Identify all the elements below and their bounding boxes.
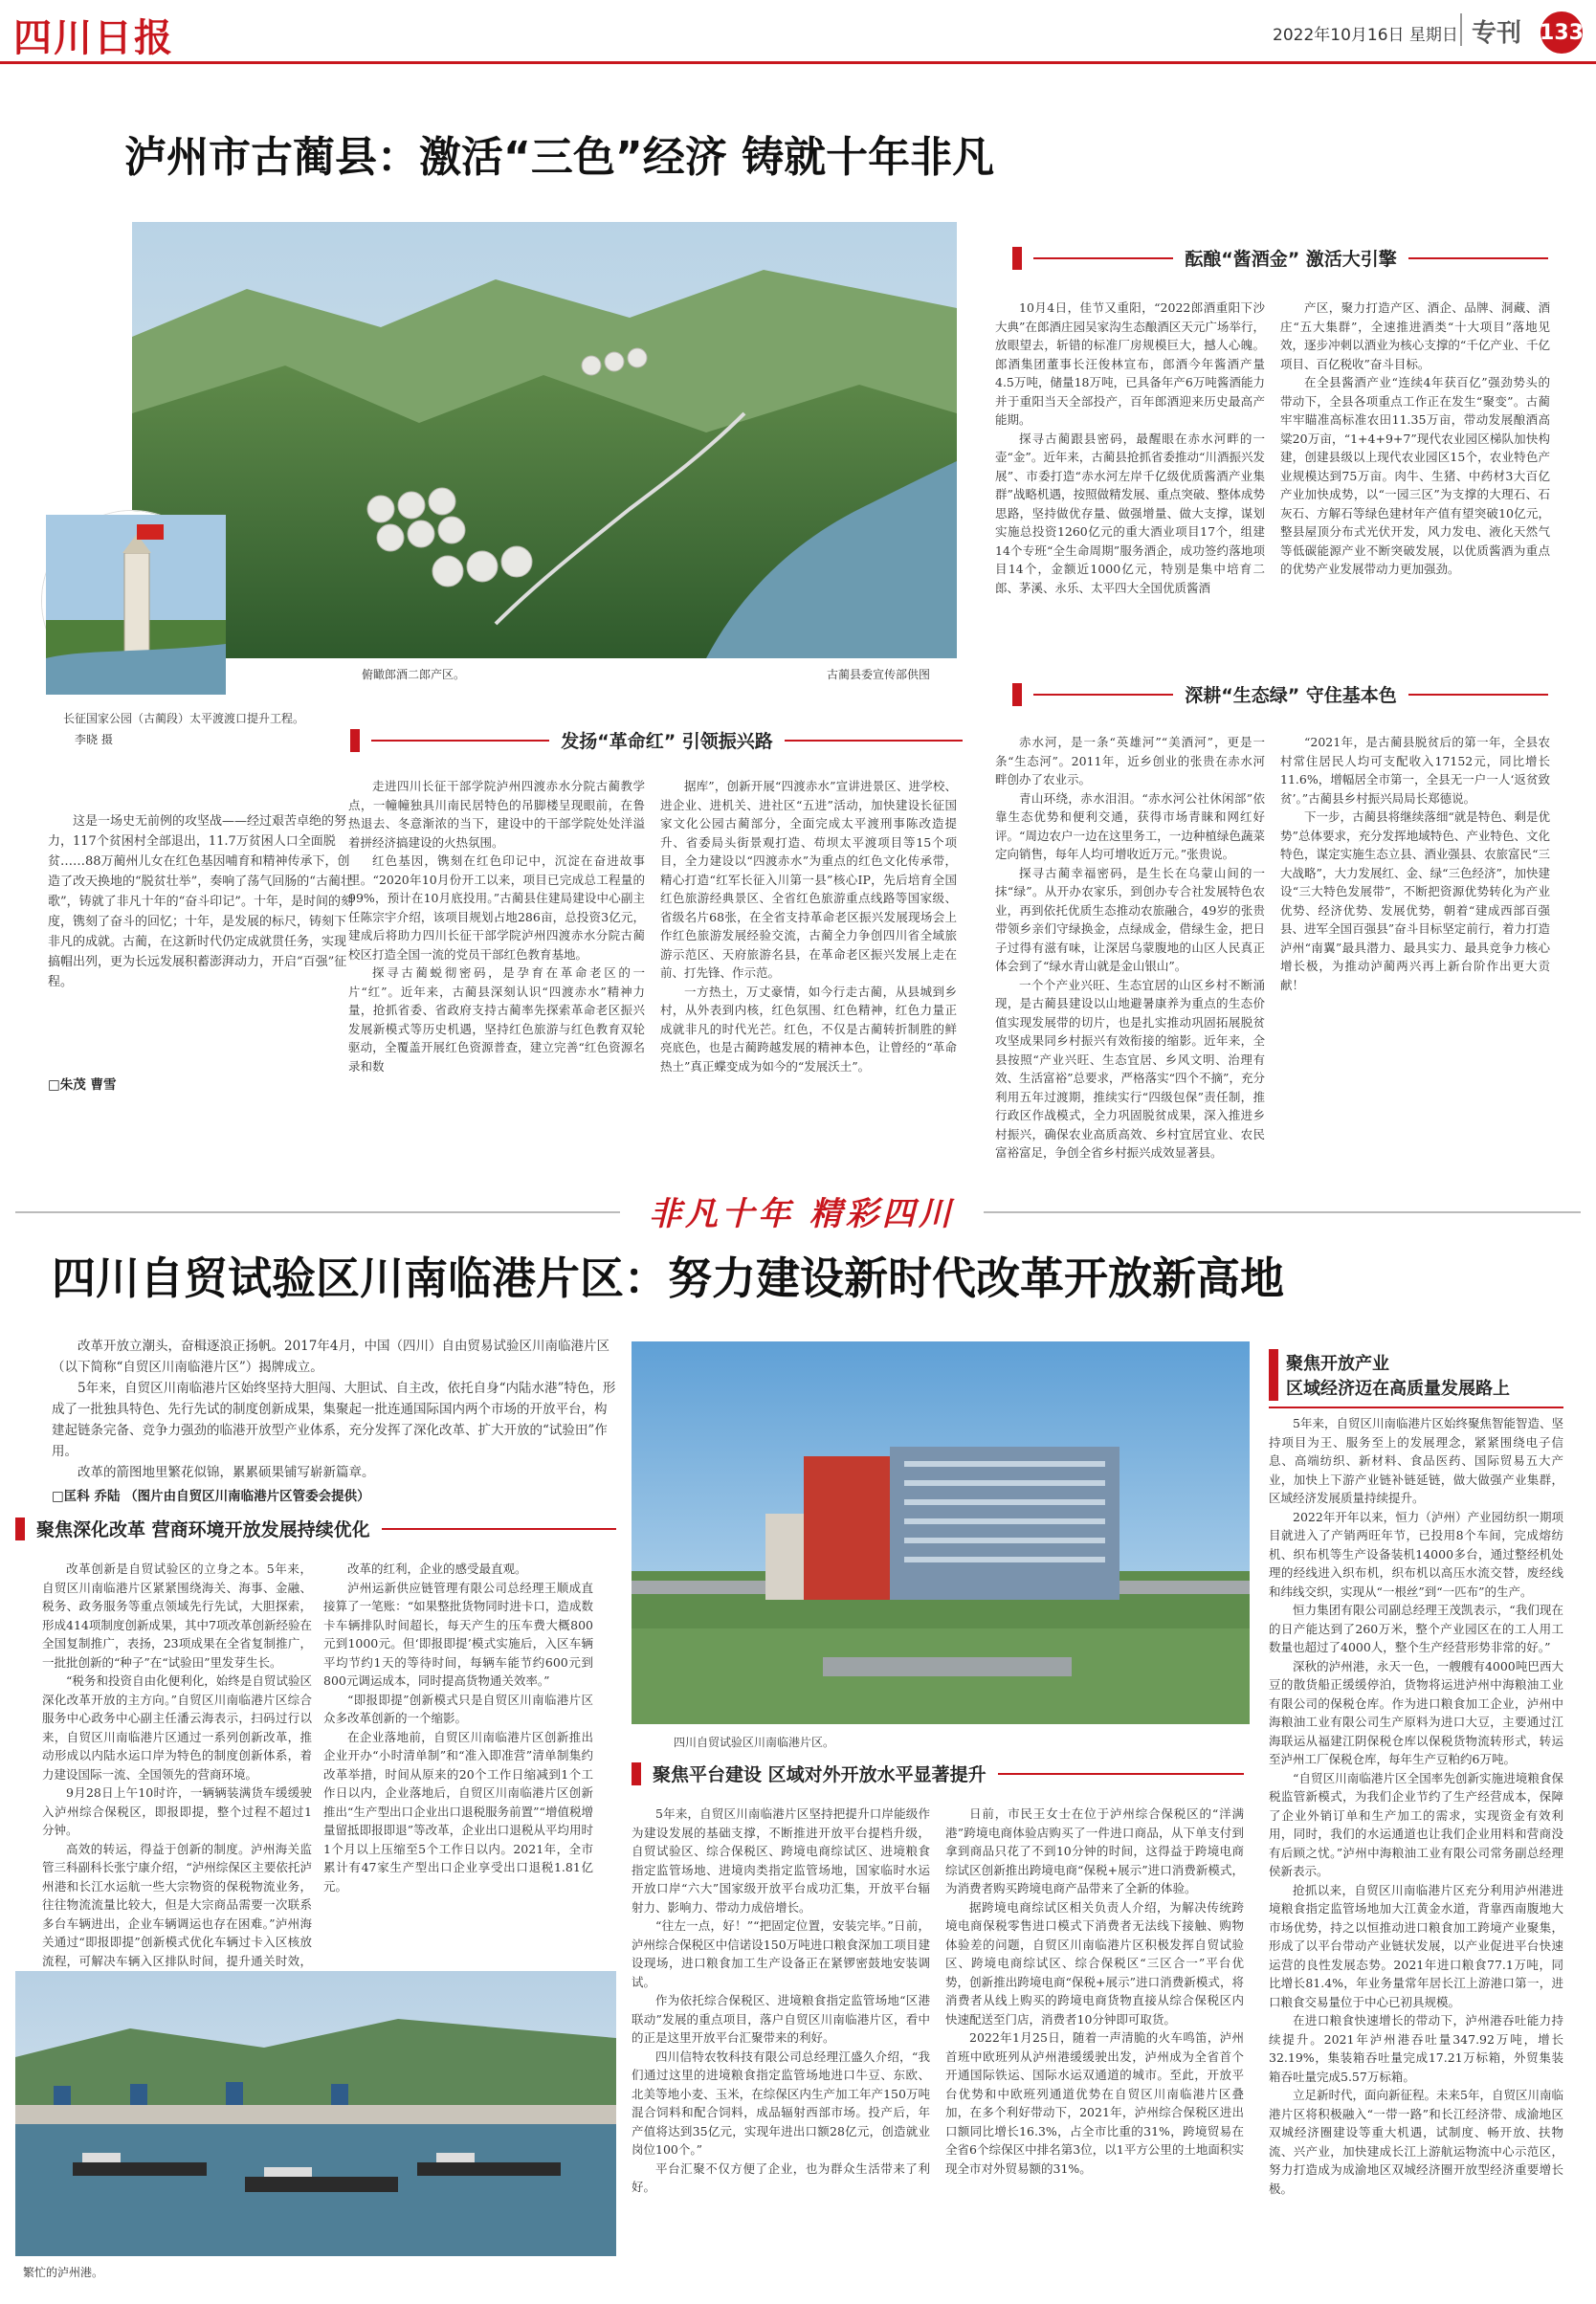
section-title-industry-line2: 区域经济迈在高质量发展路上 bbox=[1286, 1379, 1510, 1399]
section-title-red: 发扬“革命红” 引领振兴路 bbox=[561, 731, 773, 752]
paragraph: 2022年1月25日，随着一声清脆的火车鸣笛，泸州首班中欧班列从泸州港缓缓驶出发，泸州成为全省首个开通国际铁运、国际水运双通道的城市。至此，开放平台优势和中欧班列通道优势在自贸区川南临港片区叠加，在多个利好带动下，2021年，泸州综合保税区进出口额同比增长16.3%，占全市比重的31%，跨境贸易在全省6个综保区中排名第3位，以1平方公里的土地面积实现全市对外贸易额的31%。 bbox=[945, 2030, 1244, 2176]
photo-small-caption bbox=[63, 708, 312, 750]
paragraph: 在全县酱酒产业“连续4年获百亿”强劲势头的带动下，全县各项重点工作正在发生“聚变”。古蔺牢牢瞄准高标准农田11.35万亩，带动发展酿酒高粱20万亩，“1+4+9+7”现代农业园区梯队加快构建，创建县级以上现代农业园区15个，农业特色产业规模达到75万亩。肉牛、生猪、中药材3大百亿产业加快成势，以“一园三区”为支撑的大理石、石灰石、方解石等绿色建材年产值有望突破10亿元，整县屋顶分布式光伏开发，风力发电、液化天然气等低碳能源产业不断突破发展，以优质酱酒为重点的优势产业发展带动力更加强劲。 bbox=[1280, 375, 1550, 576]
section-rule-right bbox=[1408, 257, 1548, 259]
paragraph: 10月4日，佳节又重阳，“2022郎酒重阳下沙大典”在郎酒庄园吴家沟生态酿酒区天元广场举行，放眼望去，斩错的标准厂房规模巨大，撼人心魄。郎酒集团董事长汪俊林宣布，郎酒今年酱酒产量4.5万吨，储量18万吨，已具备年产6万吨酱酒能力并于重阳当天全部投产，百年郎酒迎来历史最高产能期。 bbox=[995, 300, 1265, 427]
article1-sec2-col2 bbox=[660, 777, 957, 1188]
paragraph: 深秋的泸州港，永天一色，一艘艘有4000吨巴西大豆的散货船正缓缓停泊，货物将运进泸州中海粮油工业有限公司的保税仓库。作为进口粮食加工企业，泸州中海粮油工业有限公司生产原料为进口大豆，主要通过江海联运从福建江阴保税仓库以保税货物流转形式，转运至泸州工厂保税仓库，每年生产豆粕约6万吨。 bbox=[1269, 1658, 1563, 1766]
paragraph: “2021年，是古蔺县脱贫后的第一年，全县农村常住居民人均可支配收入17152元，同比增长11.6%，增幅居全市第一，全县无一户一人‘返贫致贫’。”古蔺县乡村振兴局局长郑德说。 bbox=[1280, 735, 1550, 806]
section-rule bbox=[382, 1528, 616, 1530]
paragraph: 平台汇聚不仅方便了企业，也为群众生活带来了利好。 bbox=[632, 2160, 930, 2194]
photo-luzhou-port bbox=[15, 1971, 616, 2256]
paragraph: 产区，聚力打造产区、酒企、品牌、洞藏、酒庄“五大集群”，全速推进酒类“十大项目”落地见效，逐步冲刺以酒业为核心支撑的“千亿产业、千亿项目、百亿税收”奋斗目标。 bbox=[1280, 300, 1550, 371]
paragraph: “自贸区川南临港片区全国率先创新实施进境粮食保税监管新模式，为我们企业节约了生产经营成本，保障了企业外销订单和生产加工的需求，实现资金有效利用，同时，我们的水运通道也让我们企业用料和营商没有后顾之忧。”泸州中海粮油工业有限公司常务副总经理侯新表示。 bbox=[1269, 1770, 1563, 1878]
article2-intro bbox=[52, 1336, 616, 1483]
article2-sec2-col2 bbox=[945, 1805, 1244, 2293]
paragraph: 改革开放立潮头，奋楫逐浪正扬帆。2017年4月，中国（四川）自由贸易试验区川南临港片区（以下简称“自贸区川南临港片区”）揭牌成立。 bbox=[52, 1339, 610, 1375]
photo-ftz-caption: 四川自贸试验区川南临港片区。 bbox=[674, 1736, 835, 1749]
paragraph: 改革的红利，企业的感受最直观。 bbox=[347, 1562, 527, 1576]
paragraph: “即报即提”创新模式只是自贸区川南临港片区众多改革创新的一个缩影。 bbox=[323, 1692, 593, 1725]
paragraph: 改革的箭图地里繁花似锦，累累硕果铺写崭新篇章。 bbox=[78, 1465, 375, 1480]
photo-main-credit: 古蔺县委宣传部供图 bbox=[827, 668, 931, 681]
banner bbox=[620, 1183, 984, 1238]
paragraph: 5年来，自贸区川南临港片区始终聚焦智能智造、坚持项目为王、服务至上的发展理念，紧紧围绕电子信息、高端纺织、新材料、食品医药、国际贸易五大产业，加快上下游产业链补链延链，做大做强产业集群，区域经济发展质量持续提升。 bbox=[1269, 1416, 1563, 1505]
paragraph: 走进四川长征干部学院泸州四渡赤水分院古蔺教学点，一幢幢独具川南民居特色的吊脚楼呈现眼前，在鲁热退去、冬意渐浓的当下，建设中的干部学院处处洋溢着拼经济搞建设的火热氛围。 bbox=[348, 779, 645, 850]
article2-sec1-col2 bbox=[323, 1560, 593, 1952]
section-header-red bbox=[350, 727, 963, 753]
dateline: 2022年10月16日 星期日 bbox=[1273, 26, 1458, 45]
photo-small-credit: 李晓 摄 bbox=[75, 733, 113, 746]
paragraph: 探寻古蔺蜕彻密码，是孕育在革命老区的一片“红”。近年来，古蔺县深刻认识“四渡赤水”精神力量，抢抓省委、省政府支持古蔺率先探索革命老区振兴发展新模式等历史机遇，坚持红色旅游与红色教育双轮驱动，全覆盖开展红色资源普查，建立完善“红色资源名录和数 bbox=[348, 965, 645, 1074]
section-marker bbox=[632, 1762, 641, 1785]
section-marker bbox=[1012, 683, 1022, 706]
section-rule bbox=[1269, 1407, 1563, 1408]
paragraph: 一方热土，万丈豪情，如今行走古蔺，从县城到乡村，从外表到内核，红色氛围、红色精神，红色力量正成就非凡的时代光芒。红色，不仅是古蔺转折制胜的鲜亮底色，也是古蔺跨越发展的精神本色，让曾经的“革命热土”真正蝶变成为如今的“发展沃土”。 bbox=[660, 984, 957, 1074]
section-header-platform bbox=[632, 1761, 1244, 1786]
paragraph: 恒力集团有限公司副总经理王茂凯表示，“我们现在的日产能达到了260万米，整个产业园区在的工人用工数量也超过了4000人，整个生产经营形势非常的好。” bbox=[1269, 1603, 1563, 1654]
section-rule-right bbox=[785, 740, 963, 742]
paragraph: 5年来，自贸区川南临港片区始终坚持大胆闯、大胆试、自主改，依托自身“内陆水港”特色，形成了一批独具特色、先行先试的制度创新成果，集聚起一批连通国际国内两个市场的开放平台，构建起链条完备、竞争力强劲的临港开放型产业体系，充分发挥了深化改革、扩大开放的“试验田”作用。 bbox=[52, 1381, 616, 1459]
photo-port-caption: 繁忙的泸州港。 bbox=[23, 2266, 104, 2279]
paragraph: 红色基因，镌刻在红色印记中，沉淀在奋进故事里。“2020年10月份开工以来，项目已完成总工程量的99%，预计在10月底投用。”古蔺县住建局建设中心副主任陈宗宇介绍，该项目规划占地286亩，总投资3亿元，建成后将助力四川长征干部学院泸州四渡赤水分院古蔺校区打造全国一流的党员干部红色教育基地。 bbox=[348, 853, 645, 962]
paragraph: 高效的转运，得益于创新的制度。泸州海关监管三科副科长张宁康介绍，“泸州综保区主要依托泸州港和长江水运航一些大宗物资的保税物流业务，往往物流流量比较大，但是大宗商品需要一次联系多台车辆进出，企业车辆调运也存在困难。”泸州海关通过“即报即提”创新模式优化车辆过卡入区核放流程，可解决车辆入区排队时间，提升通关时效， bbox=[42, 1841, 312, 1968]
section-title-liquor: 酝酿“酱酒金” 激活大引擎 bbox=[1185, 249, 1397, 270]
banner-text: 非凡十年 精彩四川 bbox=[649, 1194, 955, 1233]
paragraph: 5年来，自贸区川南临港片区坚持把提升口岸能级作为建设发展的基础支撑，不断推进开放平台提档升级，自贸试验区、综合保税区、跨境电商综试区、进境粮食指定监管场地、进境肉类指定监管场地，国家临时水运开放口岸“六大”国家级开放平台成功汇集，开放平台辐射力、影响力、带动力成倍增长。 bbox=[632, 1806, 930, 1915]
article2-sec3-col bbox=[1269, 1414, 1563, 2293]
paragraph: 探寻古蔺幸福密码，是生长在乌蒙山间的一抹“绿”。从开办农家乐，到创办专合社发展特色农业，再到依托优质生态推动农旅融合，49岁的张贵带领乡亲们守绿换金，点绿成金，借绿生金，把日子过得有滋有味，让深居乌蒙腹地的山区人民真正体会到了“绿水青山就是金山银山”。 bbox=[995, 865, 1265, 973]
paragraph: 9月28日上午10时许，一辆辆装满货车缓缓驶入泸州综合保税区，即报即提，整个过程不超过1分钟。 bbox=[42, 1785, 312, 1837]
paragraph: 据库”，创新开展“四渡赤水”宣讲进景区、进学校、进企业、进机关、进社区“五进”活动，加快建设长征国家文化公园古蔺部分，全面完成太平渡刑事陈改造提升、省委局头街景观打造、苟坝太平渡项目等15个项目，全力建设以“四渡赤水”为重点的红色文化传承带，精心打造“红军长征入川第一县”核心IP，先后培育全国红色旅游经典景区、全省红色旅游重点线路等国家级、省级名片68张，在全省支持革命老区振兴发展现场会上作红色旅游发展经验交流，古蔺全力争创四川省全域旅游示范区、天府旅游名县，在革命老区振兴发展上走在前、打先锋、作示范。 bbox=[660, 779, 957, 980]
paragraph: 一个个产业兴旺、生态宜居的山区乡村不断涌现，是古蔺县建设以山地避暑康养为重点的生态价值实现发展带的切片，也是扎实推动巩固拓展脱贫攻坚成果同乡村振兴有效衔接的缩影。近年来，全县按照“产业兴旺、生态宜居、乡风文明、治理有效、生活富裕”总要求，严格落实“四个不摘”，充分利用五年过渡期，推续实行“四级包保”责任制，推行政区作战模式，全力巩固脱贫成果，深入推进乡村振兴，确保农业高质高效、乡村宜居宜业、农民富裕富足，争创全省乡村振兴成效显著县。 bbox=[995, 977, 1265, 1160]
paragraph: 立足新时代，面向新征程。未来5年，自贸区川南临港片区将积极融入“一带一路”和长江经济带、成渝地区双城经济圈建设等重大机遇，试制度、畅开放、扶物流、兴产业，加快建成长江上游航运物流中心示范区，努力打造成为成渝地区双城经济圈开放型经济重要增长极。 bbox=[1269, 2088, 1563, 2196]
photo-liquor-region bbox=[132, 222, 957, 658]
paragraph: 探寻古蔺跟县密码，最醒眼在赤水河畔的一壶“金”。近年来，古蔺县抢抓省委推动“川酒振兴发展”、市委打造“赤水河左岸千亿级优质酱酒产业集群”战略机遇，按照做精发展、重点突破、整体成势思路，坚持做优存量、做强增量、做大支撑，谋划实施总投资1260亿元的重大酒业项目17个，组建14个专班“全生命周期”服务酒企，成功签约落地项目14个，金额近1000亿元，特别是集中培育二郎、茅溪、永乐、太平四大全国优质酱酒 bbox=[995, 431, 1265, 595]
photo-liquor-region-image bbox=[132, 222, 957, 658]
photo-memorial-circle bbox=[42, 511, 222, 691]
page-number-badge: 133 bbox=[1541, 11, 1583, 54]
photo-ftz-building bbox=[632, 1341, 1250, 1724]
section-marker bbox=[1269, 1349, 1278, 1401]
photo-luzhou-port-image bbox=[15, 1971, 616, 2256]
paragraph: 四川信特农牧科技有限公司总经理江盛久介绍，“我们通过这里的进境粮食指定监管场地进口牛豆、东欧、北美等地小麦、玉米，在综保区内生产加工年产150万吨混合饲料和配合饲料，成品辐射西部市场。投产后，年产值将达到35亿元，实现年进出口额28亿元，创造就业岗位100个。” bbox=[632, 2049, 930, 2157]
article2-byline: □匡科 乔陆 （图片由自贸区川南临港片区管委会提供） bbox=[52, 1489, 370, 1504]
paragraph: 下一步，古蔺县将继续落细“就是特色、剩是优势”总体要求，充分发挥地域特色、产业特色、文化特色，谋定实施生态立县、酒业强县、农旅富民“三大战略”，大力发展红、金、绿“三色经济”，加快建设“三大特色发展带”，不断把资源优势转化为产业优势、经济优势、发展优势，朝着“建成西部百强县、进军全国百强县”奋斗目标坚定前行，着力打造泸州“南翼”最具潜力、最具实力、最具竞争力核心增长极，为推动泸蔺两兴再上新台阶作出更大贡献！ bbox=[1280, 809, 1550, 992]
paragraph: 改革创新是自贸试验区的立身之本。5年来，自贸区川南临港片区紧紧围绕海关、海事、金融、税务、政务服务等重点领域先行先试，大胆探索，形成414项制度创新成果，其中7项改革创新经验在全国复制推广，表扬，23项成果在全省复制推广，一批批创新的“种子”在“试验田”里发芽生长。 bbox=[42, 1562, 312, 1670]
header-separator bbox=[1460, 13, 1462, 46]
photo-main-caption: 俯瞰郎酒二郎产区。 bbox=[362, 668, 466, 681]
article1-byline: □朱茂 曹雪 bbox=[48, 1077, 117, 1093]
paragraph: 赤水河，是一条“英雄河”“美酒河”，更是一条“生态河”。2011年，近乡创业的张贵在赤水河畔创办了农业示。 bbox=[995, 735, 1265, 786]
article1-title: 泸州市古蔺县：激活“三色”经济 铸就十年非凡 bbox=[124, 133, 995, 182]
article1-sec1-col1 bbox=[995, 299, 1265, 670]
paragraph: “税务和投资自由化便利化，始终是自贸试验区深化改革开放的主方向。”自贸区川南临港片区综合服务中心政务中心副主任潘云海表示，扫码过行以来，自贸区川南临港片区通过一系列创新改革，推动形成以内陆水运口岸为特色的制度创新体系，着力建设国际一流、全国领先的营商环境。 bbox=[42, 1673, 312, 1782]
section-title-industry-line1: 聚焦开放产业 bbox=[1286, 1354, 1389, 1374]
section-rule-left bbox=[1033, 257, 1173, 259]
photo-memorial-image bbox=[46, 515, 226, 695]
photo-small-caption-text: 长征国家公园（古蔺段）太平渡渡口提升工程。 bbox=[63, 712, 305, 725]
paragraph: “往左一点，好！”“把固定位置，安装完毕。”日前，泸州综合保税区中信诺设150万吨进口粮食深加工项目建设现场，进口粮食加工生产设备正在紧锣密鼓地安装调试。 bbox=[632, 1918, 930, 1989]
masthead-rule bbox=[0, 61, 1596, 64]
section-header-green bbox=[1012, 681, 1548, 707]
article1-sec1-col2 bbox=[1280, 299, 1550, 670]
article1-sec3-col1 bbox=[995, 733, 1265, 1188]
paragraph: 抢抓以来，自贸区川南临港片区充分利用泸州港进境粮食指定监管场地加大江黄金水道，背靠西南腹地大市场优势，持之以恒推动进口粮食加工跨境产业聚集，形成了以平台带动产业链状发展，以产业促进平台快速运营的良性发展态势。2021年进口粮食77.1万吨，同比增长81.4%，年业务量常年居长江上游港口第一，进口粮食交易量位于中心已初具规模。 bbox=[1269, 1882, 1563, 2009]
section-title-platform: 聚焦平台建设 区域对外开放水平显著提升 bbox=[653, 1764, 986, 1785]
paragraph: 泸州运新供应链管理有限公司总经理王顺成直接算了一笔账：“如果整批货物同时进卡口，造成数卡车辆排队时间超长，每天产生的压车费大概800元到1000元。但‘即报即提’模式实施后，入区车辆平均节约1天的等待时间，每辆车能节约600元到800元调运成本，同时提高货物通关效率。” bbox=[323, 1580, 593, 1688]
paragraph: 青山环绕，赤水泪泪。“赤水河公社休闲部”依靠生态优势和便利交通，获得市场青睐和网红好评。“周边农户一边在这里务工，一边种植绿色蔬菜定向销售，每年人均可增收近万元。”张贵说。 bbox=[995, 790, 1265, 861]
section-header-reform bbox=[15, 1516, 616, 1541]
paragraph: 日前，市民王女士在位于泸州综合保税区的“洋满港”跨境电商体验店购买了一件进口商品，从下单支付到拿到商品只花了不到10分钟的时间，这得益于跨境电商综试区创新推出跨境电商“保税+展示”进口消费新模式，为消费者购买跨境电商产品带来了全新的体验。 bbox=[945, 1806, 1244, 1895]
article2-sec2-col1 bbox=[632, 1805, 930, 2293]
article2-sec1-col1 bbox=[42, 1560, 312, 1968]
section-title-reform: 聚焦深化改革 营商环境开放发展持续优化 bbox=[36, 1519, 370, 1540]
article2-title: 四川自贸试验区川南临港片区：努力建设新时代改革开放新高地 bbox=[52, 1252, 1284, 1304]
section-rule-left bbox=[1033, 694, 1173, 696]
article1-sec2-col1 bbox=[348, 777, 645, 1188]
section-header-industry bbox=[1269, 1349, 1563, 1408]
section-marker bbox=[1012, 247, 1022, 270]
section-label: 专刊 bbox=[1472, 19, 1522, 48]
section-marker bbox=[350, 729, 360, 752]
section-rule bbox=[998, 1773, 1244, 1775]
paragraph: 作为依托综合保税区、进境粮食指定监管场地“区港联动”发展的重点项目，落户自贸区川南临港片区，看中的正是这里开放平台汇聚带来的利好。 bbox=[632, 1993, 930, 2045]
section-rule-left bbox=[371, 740, 549, 742]
section-rule-right bbox=[1408, 694, 1548, 696]
paragraph: 据跨境电商综试区相关负责人介绍，为解决传统跨境电商保税零售进口模式下消费者无法线下接触、购物体验差的问题，自贸区川南临港片区积极发挥自贸试验区、跨境电商综试区、综合保税区“三区合一”平台优势，创新推出跨境电商“保税+展示”进口消费新模式，将消费者从线上购买的跨境电商货物直接从综合保税区内快速配送至门店，消费者10分钟即可取货。 bbox=[945, 1899, 1244, 2027]
paragraph: 2022年开年以来，恒力（泸州）产业园纺织一期项目就进入了产销两旺年节，已投用8个车间，完成熔纺机、织布机等生产设备装机14000多台，通过整经机处理的经线进入织布机，织布机以高压水流交替，废经线和纬线交织，实现从“一根丝”到“一匹布”的生产。 bbox=[1269, 1509, 1563, 1599]
article1-lede: 这是一场史无前例的攻坚战——经过艰苦卓绝的努力，117个贫困村全部退出，11.7万贫困人口全面脱贫……88万蔺州儿女在红色基因哺育和精神传承下，创造了改天换地的“脱贫壮举”，奏响了荡气回肠的“古蔺壮歌”，铸就了非凡十年的“奋斗印记”。十年，是时间的刻度，镌刻了奋斗的回忆；十年，是发展的标尺，铸刻下非凡的成就。古蔺，在这新时代仍定成就贯任务，实现搞帽出列，更为长远发展积蓄澎湃动力，开启“百强”征程。 bbox=[48, 814, 353, 989]
paragraph: 在进口粮食快速增长的带动下，泸州港吞吐能力持续提升。2021年泸州港吞吐量347.92万吨，增长32.19%，集装箱吞吐量完成17.21万标箱，外贸集装箱吞吐量完成5.57万标箱。 bbox=[1269, 2013, 1563, 2084]
section-marker bbox=[15, 1518, 25, 1540]
paragraph: 在企业落地前，自贸区川南临港片区创新推出企业开办“小时清单制”和“准入即准营”清单制集约改革举措，时间从原来的20个工作日缩减到1个工作日以内，企业落地后，自贸区川南临港片区创新推出“生产型出口企业出口退税服务前置”“增值税增量留抵即报即退”等改革，企业出口退税从平均用时1个月以上压缩至5个工作日以内。2021年，全市累计有47家生产型出口企业享受出口退税1.81亿元。 bbox=[323, 1729, 593, 1894]
masthead-logo: 四川日报 bbox=[13, 15, 174, 60]
section-title-green: 深耕“生态绿” 守住基本色 bbox=[1185, 685, 1397, 706]
article1-sec3-col2 bbox=[1280, 733, 1550, 1188]
photo-ftz-building-image bbox=[632, 1341, 1250, 1724]
section-header-liquor bbox=[1012, 245, 1548, 271]
